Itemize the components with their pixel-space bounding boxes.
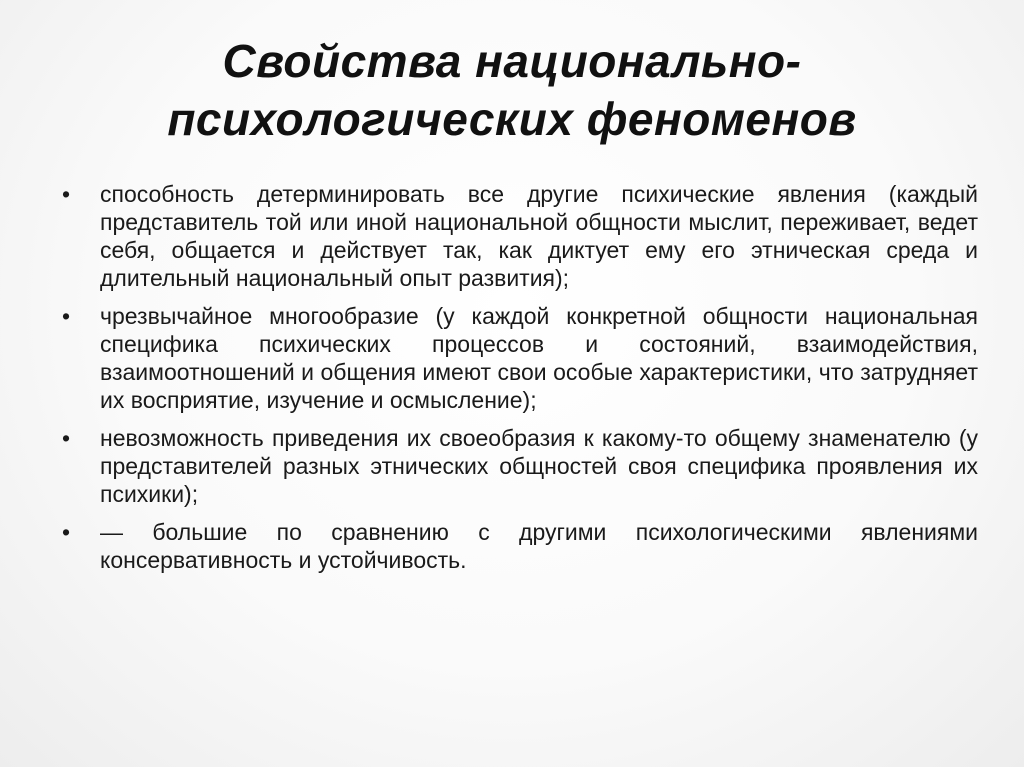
bullet-item-1 [58,180,978,292]
bullet-item-2 [58,302,978,414]
bullet-item-4 [58,518,978,574]
bullet-text-4: — большие по сравнению с другими психологическими явлениями консервативность и устойчивость. [100,519,978,573]
bullet-list [58,180,978,584]
bullet-item-3 [58,424,978,508]
bullet-text-1: способность детерминировать все другие психические явления (каждый представитель той или иной национальной общности мыслит, переживает, ведет себя, общается и действует так, как диктует ему его этническая среда и длительный национальный опыт развития); [100,181,978,291]
bullet-icon: • [62,519,71,545]
title-line-1: Свойства национально- [222,35,802,87]
bullet-icon: • [62,425,71,451]
bullet-text-2: чрезвычайное многообразие (у каждой конкретной общности национальная специфика психических процессов и состояний, взаимодействия, взаимоотношений и общения имеют свои особые характеристики, что затрудняет их восприятие, изучение и осмысление); [100,303,978,413]
title-line-2: психологических феноменов [167,93,857,145]
slide-title [40,32,984,148]
bullet-icon: • [62,303,71,329]
bullet-text-3: невозможность приведения их своеобразия к какому-то общему знаменателю (у представителей разных этнических общностей своя специфика проявления их психики); [100,425,978,507]
bullet-icon: • [62,181,71,207]
